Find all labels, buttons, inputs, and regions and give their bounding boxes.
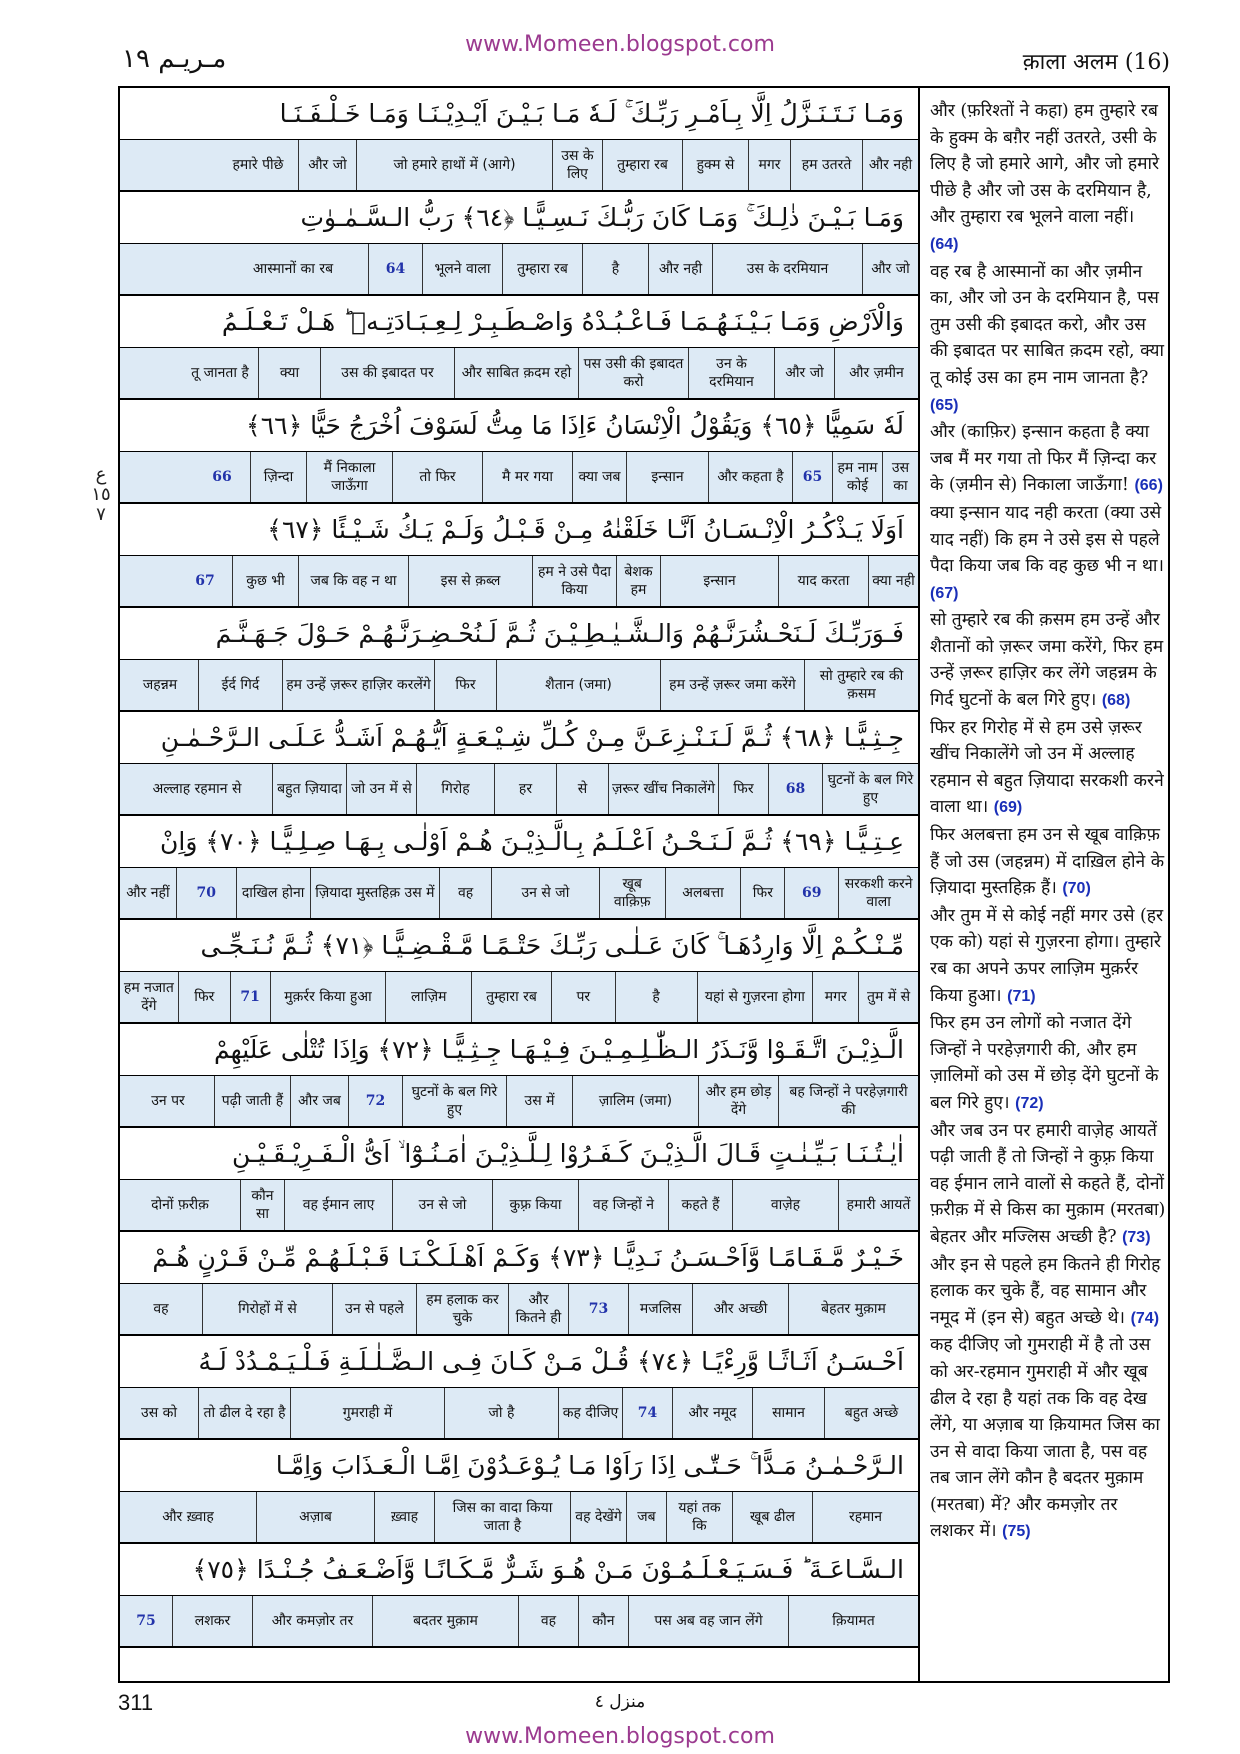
meaning-cell: फिर [740, 868, 784, 918]
word-by-word-column [120, 88, 920, 1681]
meaning-cell: दोनों फ़रीक़ [151, 1197, 209, 1213]
verse-block [120, 88, 918, 192]
meaning-cell: और अच्छी [692, 1284, 788, 1334]
meaning-cell: आस्मानों का रब [252, 261, 334, 277]
meaning-cell: उस में [506, 1076, 572, 1126]
meaning-cell: याद करता [778, 556, 868, 606]
arabic-line: اٰيٰـتُـنَـا بَـيِّـنٰـتٍ قَـالَ الَّـذِيْـنَ كَـفَـرُوْا لِـلَّـذِيْـنَ اٰمَـنُـوْٓا ۙ اَىُّ الْـفَـرِيْـقَـيْـنِ [120, 1128, 918, 1180]
translation-verse: और इन से पहले हम कितने ही गिरोह हलाक कर चुके हैं, वह सामान और नमूद में (इन से) बहुत अच्छे थे। [930, 1254, 1161, 1328]
arabic-line: جِـثِـيًّـا ﴿٦٨﴾ ثُـمَّ لَـنَـنْـزِعَـنَّ مِـنْ كُـلِّ شِـيْـعَـةٍ اَيُّـهُـمْ اَشَـدُّ عَـلَـى الـرَّحْـمٰـنِ [120, 712, 918, 764]
verse-number: (73) [1122, 1228, 1151, 1246]
meaning-cell: से [556, 764, 608, 814]
meaning-cell: जब कि वह न था [298, 556, 408, 606]
verse-number: (64) [930, 235, 959, 253]
verse-block [120, 1544, 918, 1648]
meaning-cell: अज़ाब [256, 1492, 374, 1542]
meaning-cell: यहां तक कि [666, 1492, 732, 1542]
arabic-line: الَّـذِيْـنَ اتَّـقَـوْا وَّنَـذَرُ الـظّٰـلِـمِـيْـنَ فِـيْـهَـا جِـثِـيًّـا ﴿٧٢﴾ وَاِذَا تُتْلٰى عَلَيْهِمْ [120, 1024, 918, 1076]
meaning-cell: वह देखेंगे [570, 1492, 626, 1542]
meaning-cell: दाखिल होना [236, 868, 310, 918]
meaning-cell: और नमूद [672, 1388, 752, 1438]
surah-title: مـريـم ١٩ [122, 44, 227, 74]
verse-block [120, 920, 918, 1024]
translation-verse: और तुम में से कोई नहीं मगर उसे (हर एक को) यहां से गुज़रना होगा। तुम्हारे रब का अपने ऊपर लाज़िम मुक़र्रर किया हुआ। [930, 905, 1164, 1006]
ruku-marker: ع ١٥ ٧ [91, 464, 111, 525]
page-frame [118, 86, 1170, 1683]
meaning-cell: शैतान (जमा) [496, 660, 660, 710]
meaning-cell: अल्लाह रहमान से [152, 781, 242, 797]
meaning-cell: उस का [882, 452, 918, 502]
meaning-cell: बेहतर मुक़ाम [788, 1284, 918, 1334]
meaning-cell: मगर [812, 972, 858, 1022]
verse-block [120, 1128, 918, 1232]
arabic-line: وَالْاَرْضِ وَمَـا بَـيْـنَـهُـمَـا فَـاعْـبُـدْهُ وَاصْـطَـبِـرْ لِـعِـبَـادَتِـهٖ ؕ هَـلْ تَـعْـلَـمُ [120, 296, 918, 348]
meaning-cell: घुटनों के बल गिरे हुए [402, 1076, 506, 1126]
arabic-line: وَمَـا نَـتَـنَـزَّلُ اِلَّا بِـاَمْـرِ رَبِّـكَ ۚ لَـهٗ مَـا بَـيْـنَ اَيْـدِيْـنَـا وَمَـا خَـلْـفَـنَـا [120, 88, 918, 140]
meaning-cell: और साबित क़दम रहो [454, 348, 578, 398]
meaning-cell: और हम छोड़ देंगे [698, 1076, 778, 1126]
meaning-cell: उन से जो [392, 1180, 492, 1230]
meaning-cell: वह [153, 1301, 169, 1317]
meaning-cell: है [582, 244, 648, 294]
meaning-cell: और कहता है [708, 452, 792, 502]
meaning-cell: तुम्हारा रब [602, 140, 682, 190]
translation-verse: फिर हर गिरोह में से हम उसे ज़रूर खींच निकालेंगे जो उन में अल्लाह रहमान से बहुत ज़ियादा सरकशी करने वाला था। [930, 717, 1164, 818]
verse-number: (67) [930, 584, 959, 602]
verse-number: (68) [1101, 692, 1131, 710]
meaning-cell: रहमान [812, 1492, 918, 1542]
verse-number-cell: 72 [348, 1076, 402, 1126]
translation-verse: फिर हम उन लोगों को नजात देंगे जिन्हों ने परहेज़गारी की, और हम ज़ालिमों को उस में छोड़ देंगे घुटनों के बल गिरे हुए। [930, 1013, 1159, 1113]
verse-number-cell: 75 [136, 1613, 156, 1629]
meaning-cell: और जो [298, 140, 356, 190]
meaning-cell: तुम्हारा रब [471, 972, 551, 1022]
meaning-cell: तुम्हारा रब [502, 244, 582, 294]
meaning-cell: बदतर मुक़ाम [372, 1596, 518, 1646]
meaning-cell: बहुत अच्छे [824, 1388, 918, 1438]
meaning-cell: वह ईमान लाए [284, 1180, 392, 1230]
meaning-cell: उन से जो [491, 868, 599, 918]
meaning-cell: हम उतरते [790, 140, 862, 190]
verse-block [120, 608, 918, 712]
meaning-cell: तू जानता है [191, 365, 249, 381]
meaning-cell: फिर [178, 972, 230, 1022]
meaning-cell: यहां से गुज़रना होगा [697, 972, 813, 1022]
meaning-cell: इन्सान [660, 556, 778, 606]
meaning-cell: उन पर [151, 1093, 185, 1109]
verse-number-cell: 68 [768, 764, 822, 814]
translation-verse: वह रब है आस्मानों का और ज़मीन का, और जो उन के दरमियान है, पस तुम उसी की इबादत करो, और उस की इबादत पर साबित क़दम रहो, क्या तू कोई उस का हम नाम जानता है? [930, 261, 1165, 388]
meaning-cell: और ज़मीन [834, 348, 918, 398]
meaning-row [120, 1076, 918, 1128]
meaning-cell: क्या जब [572, 452, 626, 502]
meaning-cell: हुक्म से [682, 140, 748, 190]
meaning-row [120, 244, 918, 296]
arabic-line: اَحْـسَـنُ اَثَـاثًـا وَّرِءْيًـا ﴿٧٤﴾ قُـلْ مَـنْ كَـانَ فِـى الـضَّـلٰـلَـةِ فَـلْـيَـمْـدُدْ لَـهُ [120, 1336, 918, 1388]
meaning-cell: वह [439, 868, 491, 918]
meaning-row [120, 1596, 918, 1648]
meaning-cell: हमारी आयतें [838, 1180, 918, 1230]
meaning-row [120, 1180, 918, 1232]
arabic-line: خَـيْـرٌ مَّـقَـامًـا وَّاَحْـسَـنُ نَـدِيًّـا ﴿٧٣﴾ وَكَـمْ اَهْـلَـكْـنَـا قَـبْـلَـهُـمْ مِّـنْ قَـرْنٍ هُـمْ [120, 1232, 918, 1284]
verse-number-cell: 70 [176, 868, 236, 918]
meaning-cell: ज़ालिम (जमा) [572, 1076, 698, 1126]
meaning-cell: और नहीं [126, 885, 170, 901]
meaning-row [120, 348, 918, 400]
meaning-cell: भूलने वाला [422, 244, 502, 294]
meaning-cell: हम उन्हें ज़रूर हाज़िर करलेंगे [282, 660, 434, 710]
meaning-cell: मै मर गया [482, 452, 572, 502]
meaning-cell: क़ियामत [788, 1596, 918, 1646]
meaning-cell: उस के लिए [552, 140, 602, 190]
verse-number: (72) [1015, 1094, 1044, 1112]
meaning-cell: लशकर [172, 1596, 252, 1646]
meaning-row [120, 1284, 918, 1336]
meaning-cell: तुम में से [858, 972, 918, 1022]
meaning-cell: जब [626, 1492, 666, 1542]
meaning-cell: क्या नही [868, 556, 918, 606]
meaning-cell: वह जिन्हों ने [578, 1180, 668, 1230]
meaning-cell: उन से पहले [332, 1284, 416, 1334]
meaning-cell: कह दीजिए [558, 1388, 622, 1438]
manzil-label: منزل ٤ [594, 1692, 646, 1712]
verse-block [120, 296, 918, 400]
translation-verse: और (फ़रिश्तों ने कहा) हम तुम्हारे रब के हुक्म के बग़ैर नहीं उतरते, उसी के लिए है जो हमारे आगे, और जो हमारे पीछे है और जो उस के दरमियान है, और तुम्हारा रब भूलने वाला नहीं। [930, 101, 1160, 228]
meaning-cell: और जो [774, 348, 834, 398]
verse-number-cell: 74 [622, 1388, 672, 1438]
meaning-cell: पर [551, 972, 615, 1022]
meaning-cell: सरकशी करने वाला [838, 868, 918, 918]
meaning-cell: वाज़ेह [732, 1180, 838, 1230]
meaning-cell: और कितने ही [508, 1284, 568, 1334]
meaning-cell: है [615, 972, 697, 1022]
arabic-line: اَوَلَا يَـذْكُـرُ الْاِنْـسَـانُ اَنَّـا خَلَقْنٰهُ مِـنْ قَـبْـلُ وَلَـمْ يَـكُ شَـيْـئًا ﴿٦٧﴾ [120, 504, 918, 556]
meaning-cell: खूब ढील [732, 1492, 812, 1542]
meaning-cell: अलबत्ता [665, 868, 741, 918]
meaning-cell: बह जिन्हों ने परहेज़गारी की [778, 1076, 918, 1126]
meaning-cell: हम नाम कोई [832, 452, 882, 502]
verse-number-cell: 65 [792, 452, 832, 502]
meaning-cell: हम नजात देंगे [123, 980, 174, 1014]
meaning-cell: पढ़ी जाती हैं [214, 1076, 290, 1126]
meaning-cell: इन्सान [626, 452, 708, 502]
meaning-row [120, 764, 918, 816]
meaning-cell: कुछ भी [232, 556, 298, 606]
meaning-cell: और कमज़ोर तर [252, 1596, 372, 1646]
meaning-cell: बहुत ज़ियादा [272, 764, 346, 814]
meaning-cell: मगर [748, 140, 790, 190]
meaning-cell: ख़्वाह [374, 1492, 434, 1542]
meaning-cell: क्या [258, 348, 320, 398]
juz-title: क़ाला अलम (16) [1022, 50, 1170, 75]
translation-text [930, 98, 1166, 1546]
translation-verse: फिर अलबत्ता हम उन से खूब वाक़िफ़ हैं जो उस (जहन्नम) में दाख़िल होने के ज़ियादा मुस्तहिक़ हैं। [930, 825, 1165, 899]
arabic-line: الـسَّـاعَـةَ ؕ فَـسَـيَـعْـلَـمُـوْنَ مَـنْ هُـوَ شَـرٌّ مَّـكَـانًـا وَّاَضْـعَـفُ جُـنْـدًا ﴿٧٥﴾ [120, 1544, 918, 1596]
meaning-row [120, 140, 918, 192]
meaning-cell: मुक़र्रर किया हुआ [270, 972, 386, 1022]
meaning-cell: इस से क़ब्ल [408, 556, 532, 606]
meaning-cell: लाज़िम [385, 972, 471, 1022]
translation-verse: क्या इन्सान याद नही करता (क्या उसे याद नहीं) कि हम ने उसे इस से पहले पैदा किया जब कि वह कुछ भी न था। [930, 502, 1165, 577]
site-url-bottom: www.Momeen.blogspot.com [465, 1724, 775, 1749]
meaning-cell: और ख़्वाह [162, 1509, 214, 1525]
meaning-cell: पस उसी की इबादत करो [578, 348, 688, 398]
meaning-cell: गिरोह [416, 764, 494, 814]
meaning-cell: ज़ियादा मुस्तहिक़ उस में [310, 868, 440, 918]
meaning-cell: तो फिर [392, 452, 482, 502]
arabic-line: لَهٗ سَمِيًّا ﴿٦٥﴾ وَيَقُوْلُ الْاِنْسَانُ ءَاِذَا مَا مِتُّ لَسَوْفَ اُخْرَجُ حَيًّا ﴿٦٦﴾ [120, 400, 918, 452]
meaning-cell: वह [518, 1596, 578, 1646]
translation-verse: सो तुम्हारे रब की क़सम हम उन्हें और शैतानों को ज़रूर जमा करेंगे, फिर हम उन्हें ज़रूर हाज़िर कर लेंगे जहन्नम के गिर्द घुटनों के बल गिरे हुए। [930, 610, 1164, 711]
verse-block [120, 1336, 918, 1440]
page-number: 311 [118, 1690, 154, 1715]
meaning-cell: हमारे पीछे [232, 157, 284, 173]
meaning-cell: ज़रूर खींच निकालेंगे [608, 764, 718, 814]
meaning-cell: जहन्नम [142, 677, 178, 693]
verse-number: (69) [993, 799, 1023, 817]
meaning-cell: उस के दरमियान [712, 244, 862, 294]
meaning-cell: ज़िन्दा [250, 452, 306, 502]
meaning-row [120, 556, 918, 608]
verse-block [120, 192, 918, 296]
meaning-cell: बेशक हम [616, 556, 660, 606]
arabic-line: مِّـنْـكُـمْ اِلَّا وَارِدُهَـا ۚ كَانَ عَـلٰـى رَبِّـكَ حَتْـمًـا مَّـقْـضِـيًّـا ﴿٧١﴾ ثُـمَّ نُـنَـجِّـى [120, 920, 918, 972]
arabic-line: وَمَـا بَـيْـنَ ذٰلِـكَ ۚ وَمَـا كَانَ رَبُّـكَ نَـسِـيًّـا ﴿٦٤﴾ رَبُّ الـسَّـمٰـوٰتِ [120, 192, 918, 244]
meaning-cell: खूब वाक़िफ़ [599, 868, 665, 918]
meaning-cell: कहते हैं [668, 1180, 732, 1230]
meaning-cell: कौन [578, 1596, 628, 1646]
meaning-cell: कुफ़्र किया [492, 1180, 578, 1230]
translation-column [920, 88, 1170, 1681]
meaning-cell: जो उन में से [346, 764, 416, 814]
verse-block [120, 1232, 918, 1336]
translation-verse: और (काफ़िर) इन्सान कहता है क्या जब मैं मर गया तो फिर मैं ज़िन्दा कर के (ज़मीन से) निकाला जाऊँगा! [930, 422, 1157, 496]
meaning-cell: पस अब वह जान लेंगे [628, 1596, 788, 1646]
meaning-cell: सो तुम्हारे रब की क़सम [804, 660, 918, 710]
meaning-cell: उस की इबादत पर [320, 348, 454, 398]
arabic-line: الـرَّحْـمٰـنُ مَـدًّا ۚ حَـتّٰـى اِذَا رَاَوْا مَـا يُـوْعَـدُوْنَ اِمَّـا الْـعَـذَابَ وَاِمَّـا [120, 1440, 918, 1492]
meaning-cell: हम हलाक कर चुके [416, 1284, 508, 1334]
site-url-top: www.Momeen.blogspot.com [465, 32, 775, 57]
meaning-cell: गिरोहों में से [202, 1284, 332, 1334]
meaning-cell: हर [494, 764, 556, 814]
verse-number-cell: 71 [230, 972, 270, 1022]
verse-number: (70) [1062, 880, 1091, 898]
meaning-row [120, 660, 918, 712]
meaning-cell: जो हमारे हाथों में (आगे) [356, 140, 552, 190]
meaning-cell: गुमराही में [290, 1388, 444, 1438]
meaning-cell: कौन सा [240, 1180, 284, 1230]
meaning-cell: जो है [444, 1388, 558, 1438]
meaning-row [120, 452, 918, 504]
meaning-row [120, 972, 918, 1024]
verse-block [120, 1024, 918, 1128]
meaning-cell: जिस का वादा किया जाता है [434, 1492, 570, 1542]
verse-block [120, 400, 918, 504]
meaning-cell: हम उन्हें ज़रूर जमा करेंगे [660, 660, 804, 710]
meaning-cell: सामान [752, 1388, 824, 1438]
meaning-cell: और नही [862, 140, 918, 190]
meaning-cell: उस को [141, 1405, 177, 1421]
verse-number-cell: 67 [195, 573, 215, 589]
meaning-cell: और नही [648, 244, 712, 294]
meaning-cell: फिर [718, 764, 768, 814]
meaning-cell: और जो [862, 244, 918, 294]
verse-number: (66) [1134, 477, 1163, 495]
meaning-cell: फिर [434, 660, 496, 710]
meaning-cell: मैं निकाला जाऊँगा [306, 452, 392, 502]
verse-block [120, 1440, 918, 1544]
verse-block [120, 712, 918, 816]
meaning-cell: उन के दरमियान [688, 348, 774, 398]
meaning-cell: और जब [290, 1076, 348, 1126]
verse-number-cell: 69 [784, 868, 838, 918]
verse-block [120, 816, 918, 920]
meaning-row [120, 1492, 918, 1544]
meaning-cell: तो ढील दे रहा है [198, 1388, 290, 1438]
arabic-line: عِـتِـيًّـا ﴿٦٩﴾ ثُـمَّ لَـنَـحْـنُ اَعْـلَـمُ بِـالَّـذِيْـنَ هُـمْ اَوْلٰـى بِـهَـا صِـلِـيًّـا ﴿٧٠﴾ وَاِنْ [120, 816, 918, 868]
verse-number: (75) [1002, 1523, 1031, 1541]
translation-verse: और जब उन पर हमारी वाज़ेह आयतें पढ़ी जाती हैं तो जिन्हों ने कुफ़्र किया वह ईमान लाने वालों से कहते हैं, दोनों फ़रीक़ में से किस का मुक़ाम (मरतबा) बेहतर और मज्लिस अच्छी है? [930, 1120, 1166, 1247]
meaning-cell: हम ने उसे पैदा किया [532, 556, 616, 606]
verse-number: (71) [1007, 987, 1036, 1005]
translation-verse: कह दीजिए जो गुमराही में है तो उस को अर-रहमान गुमराही में और खूब ढील दे रहा है यहां तक कि वह देख लेंगे, या अज़ाब या क़ियामत जिस का उन से वादा किया जाता है, पस वह तब जान लेंगे कौन है बदतर मुक़ाम (मरतबा) में? और कमज़ोर तर लशकर में। [930, 1335, 1160, 1542]
verse-number-cell: 73 [568, 1284, 628, 1334]
arabic-line: فَـوَرَبِّـكَ لَـنَحْـشُرَنَّـهُمْ وَالـشَّـيٰـطِـيْـنَ ثُـمَّ لَـنُحْـضِـرَنَّـهُـمْ حَـوْلَ جَـهَـنَّـمَ [120, 608, 918, 660]
meaning-cell: ईर्द गिर्द [198, 660, 282, 710]
verse-number-cell: 64 [368, 244, 422, 294]
meaning-cell: मजलिस [628, 1284, 692, 1334]
meaning-row [120, 868, 918, 920]
verse-number: (65) [930, 396, 959, 414]
verse-block [120, 504, 918, 608]
meaning-cell: घुटनों के बल गिरे हुए [822, 764, 918, 814]
verse-number-cell: 66 [212, 469, 232, 485]
verse-number: (74) [1130, 1309, 1160, 1327]
meaning-row [120, 1388, 918, 1440]
